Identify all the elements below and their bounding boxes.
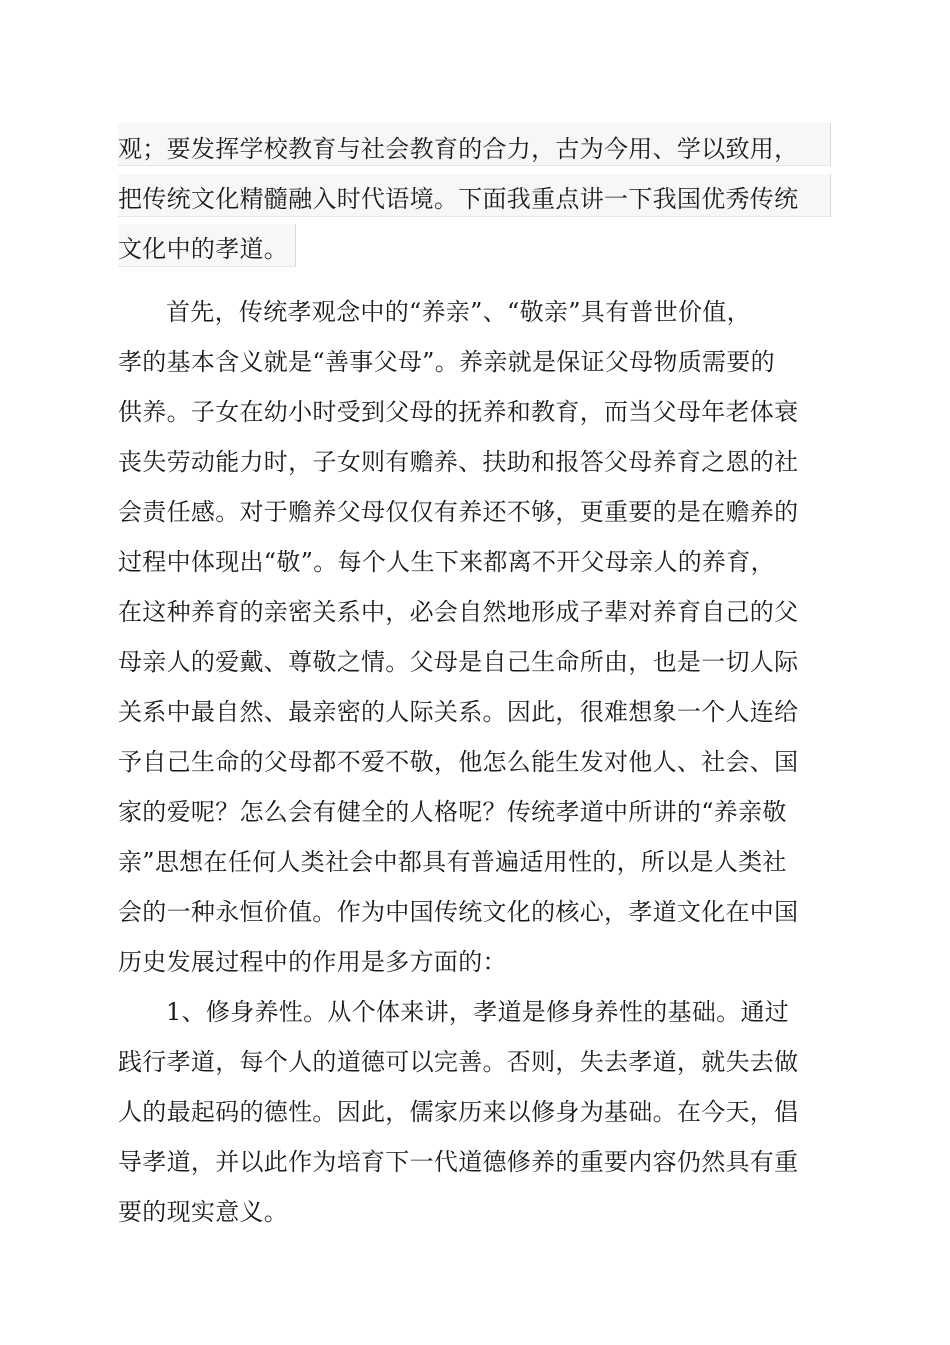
paragraph-line: 母亲人的爱戴、尊敬之情。父母是自己生命所由，也是一切人际	[118, 648, 799, 676]
intro-line: 文化中的孝道。	[118, 235, 289, 263]
paragraph-line: 要的现实意义。	[118, 1198, 289, 1226]
paragraph-line: 供养。子女在幼小时受到父母的抚养和教育，而当父母年老体衰	[118, 398, 799, 426]
paragraph-line: 家的爱呢？怎么会有健全的人格呢？传统孝道中所讲的“养亲敬	[118, 798, 787, 826]
paragraph-line: 人的最起码的德性。因此，儒家历来以修身为基础。在今天，倡	[118, 1098, 799, 1126]
paragraph-line: 过程中体现出“敬”。每个人生下来都离不开父母亲人的养育，	[118, 548, 775, 576]
paragraph-line: 关系中最自然、最亲密的人际关系。因此，很难想象一个人连给	[118, 698, 799, 726]
paragraph-line: 践行孝道，每个人的道德可以完善。否则，失去孝道，就失去做	[118, 1048, 799, 1076]
paragraph-line: 在这种养育的亲密关系中，必会自然地形成子辈对养育自己的父	[118, 598, 799, 626]
paragraph-line: 会的一种永恒价值。作为中国传统文化的核心，孝道文化在中国	[118, 898, 799, 926]
paragraph-line: 会责任感。对于赡养父母仅仅有养还不够，更重要的是在赡养的	[118, 498, 799, 526]
paragraph-line: 亲”思想在任何人类社会中都具有普遍适用性的，所以是人类社	[118, 848, 787, 876]
intro-line: 观；要发挥学校教育与社会教育的合力，古为今用、学以致用，	[118, 135, 799, 163]
paragraph-line: 1、修身养性。从个体来讲，孝道是修身养性的基础。通过	[166, 998, 790, 1026]
paragraph-line: 历史发展过程中的作用是多方面的：	[118, 948, 507, 976]
intro-line: 把传统文化精髓融入时代语境。下面我重点讲一下我国优秀传统	[118, 185, 799, 213]
paragraph-line: 导孝道，并以此作为培育下一代道德修养的重要内容仍然具有重	[118, 1148, 799, 1176]
paragraph-line: 孝的基本含义就是“善事父母”。养亲就是保证父母物质需要的	[118, 348, 775, 376]
paragraph-line: 丧失劳动能力时，子女则有赡养、扶助和报答父母养育之恩的社	[118, 448, 799, 476]
paragraph-line: 首先，传统孝观念中的“养亲”、“敬亲”具有普世价值，	[166, 298, 751, 326]
paragraph-line: 予自己生命的父母都不爱不敬，他怎么能生发对他人、社会、国	[118, 748, 799, 776]
